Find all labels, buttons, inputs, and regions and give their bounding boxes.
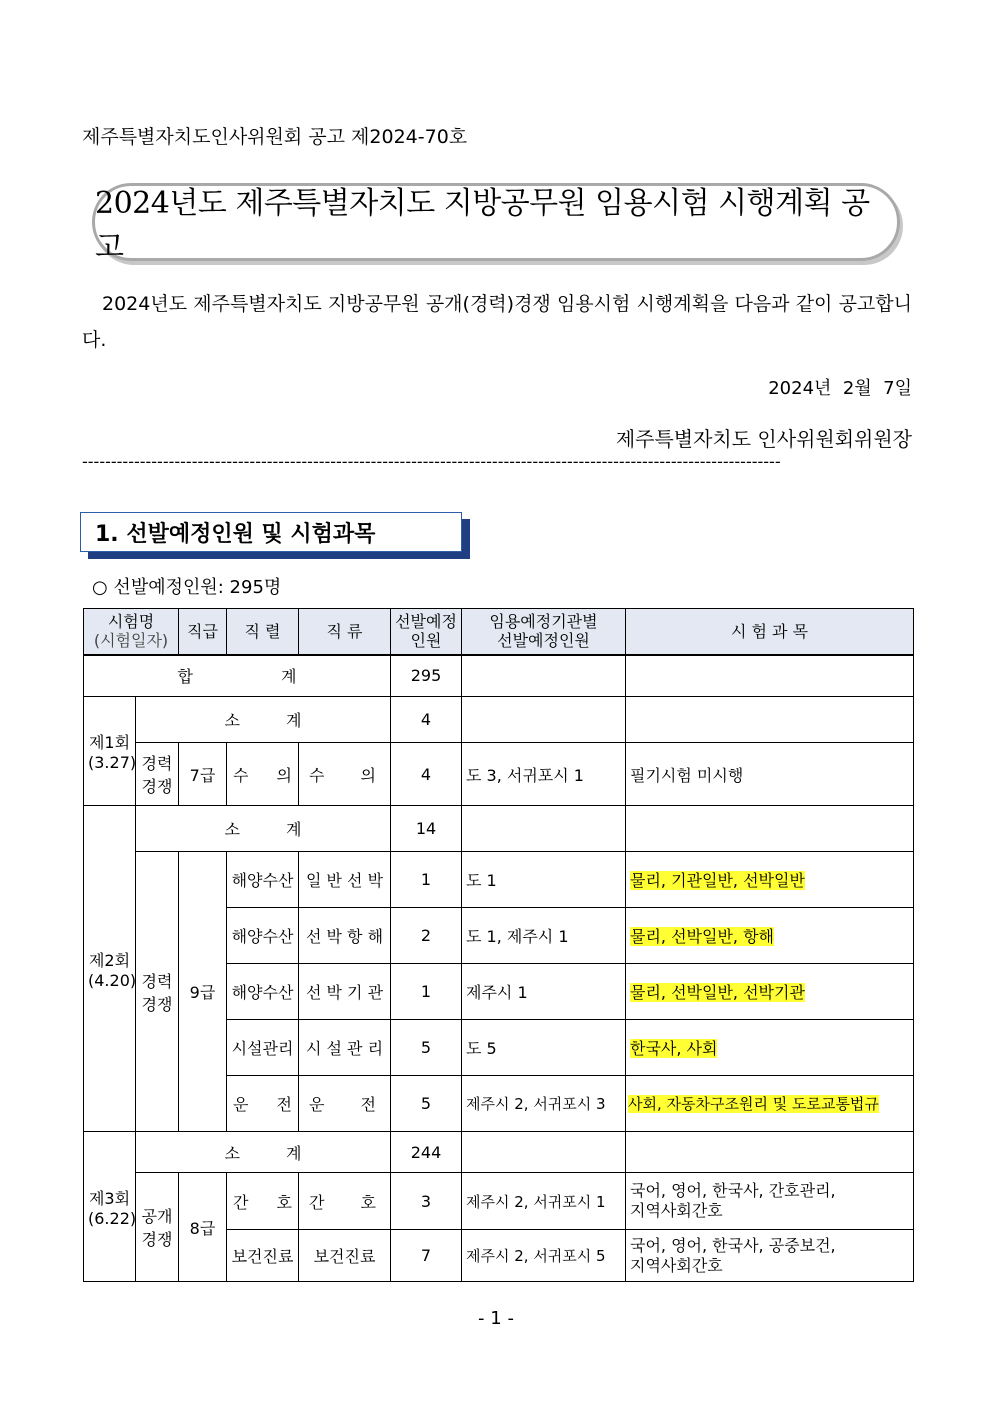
subjects-highlight: 물리, 선박일반, 항해 xyxy=(630,927,774,946)
agency-cell: 도 5 xyxy=(462,1020,626,1076)
agency-cell: 도 1, 제주시 1 xyxy=(462,908,626,964)
round3-subtotal-label xyxy=(136,1132,391,1173)
document-title: 2024년도 제주특별자치도 지방공무원 임용시험 시행계획 공고 xyxy=(95,186,870,265)
header-exam xyxy=(84,609,179,655)
header-exam-name: 시험명 xyxy=(107,612,155,632)
series-cell: 수 의 xyxy=(227,743,299,806)
header-exam-date: (시험일자) xyxy=(93,631,169,651)
header-planned xyxy=(391,609,462,655)
subjects-highlight: 사회, 자동차구조원리 및 도로교통법규 xyxy=(628,1095,879,1113)
planned-count-line: ○ 선발예정인원: 295명 xyxy=(92,577,282,598)
empty-cell xyxy=(626,697,914,743)
series-cell: 간 호 xyxy=(227,1173,299,1230)
intro-paragraph: 2024년도 제주특별자치도 지방공무원 공개(경력)경쟁 임용시험 시행계획을 다음과 같이 공고합니다. xyxy=(82,293,912,351)
round3-grade: 8급 xyxy=(179,1173,227,1282)
agency-cell: 제주시 2, 서귀포시 5 xyxy=(462,1230,626,1282)
round2-date: (4.20) xyxy=(88,970,137,990)
total-subjects xyxy=(626,655,914,697)
header-agency-1: 임용예정기관별 xyxy=(489,612,598,632)
round1-subtotal: 4 xyxy=(391,697,462,743)
round2-grade: 9급 xyxy=(179,852,227,1132)
section-heading-box xyxy=(80,512,462,552)
subjects-cell xyxy=(626,1173,914,1230)
round1-name: 제1회 xyxy=(88,733,131,752)
count-cell: 1 xyxy=(391,852,462,908)
header-agency-2: 선발예정인원 xyxy=(497,631,590,651)
category-cell: 수 의 xyxy=(299,743,391,806)
subtotal-label-2: 계 xyxy=(286,711,302,730)
empty-cell xyxy=(462,697,626,743)
total-label-2: 계 xyxy=(281,667,297,687)
empty-cell xyxy=(626,1132,914,1173)
agency-cell: 제주시 2, 서귀포시 1 xyxy=(462,1173,626,1230)
agency-cell: 제주시 1 xyxy=(462,964,626,1020)
count-cell: 1 xyxy=(391,964,462,1020)
series-cell: 보건진료 xyxy=(227,1230,299,1282)
header-planned-2: 인원 xyxy=(410,631,442,651)
round3-type xyxy=(136,1173,179,1282)
round3-date: (6.22) xyxy=(88,1208,137,1228)
agency-cell: 도 1 xyxy=(462,852,626,908)
subjects-cell xyxy=(626,908,914,964)
round3-subtotal-row xyxy=(84,1132,914,1173)
title-box xyxy=(92,183,900,265)
header-subjects: 시 험 과 목 xyxy=(626,609,914,655)
count-cell: 5 xyxy=(391,1076,462,1132)
round1-date: (3.27) xyxy=(88,753,137,772)
notice-date: 2024년 2월 7일 xyxy=(768,378,912,399)
category-cell: 일 반 선 박 xyxy=(299,852,391,908)
round3-name: 제3회 xyxy=(88,1188,131,1208)
round2-type-1: 경력 xyxy=(141,971,173,991)
total-label-1: 합 xyxy=(177,667,193,687)
subjects-cell: 필기시험 미시행 xyxy=(626,743,914,806)
round2-type-2: 경쟁 xyxy=(141,994,173,1014)
round1-subtotal-row xyxy=(84,697,914,743)
subjects-cell xyxy=(626,852,914,908)
section-heading: 1. 선발예정인원 및 시험과목 xyxy=(95,521,376,547)
category-cell: 간 호 xyxy=(299,1173,391,1230)
subjects-cell xyxy=(626,1230,914,1282)
header-agency xyxy=(462,609,626,655)
total-agency xyxy=(462,655,626,697)
header-grade: 직급 xyxy=(179,609,227,655)
round2-type xyxy=(136,852,179,1132)
count-cell: 2 xyxy=(391,908,462,964)
header-series: 직 렬 xyxy=(227,609,299,655)
table-row xyxy=(84,1173,914,1230)
signer: 제주특별자치도 인사위원회위원장 xyxy=(615,427,912,451)
table-row xyxy=(84,743,914,806)
subjects-highlight: 한국사, 사회 xyxy=(630,1039,718,1058)
round2-subtotal-label xyxy=(136,806,391,852)
round3-type-1: 공개 xyxy=(141,1207,173,1226)
recruitment-table xyxy=(83,608,914,1282)
total-row xyxy=(84,655,914,697)
round1-type xyxy=(136,743,179,806)
notice-number: 제주특별자치도인사위원회 공고 제2024-70호 xyxy=(82,126,468,148)
category-cell: 보건진료 xyxy=(299,1230,391,1282)
series-cell: 해양수산 xyxy=(227,908,299,964)
series-cell: 해양수산 xyxy=(227,852,299,908)
count-cell: 7 xyxy=(391,1230,462,1282)
page-number: - 1 - xyxy=(478,1308,514,1329)
subjects-cell xyxy=(626,1076,914,1132)
header-category: 직 류 xyxy=(299,609,391,655)
subtotal-label-2: 계 xyxy=(286,820,302,839)
round1-subtotal-label xyxy=(136,697,391,743)
agency-cell: 도 3, 서귀포시 1 xyxy=(462,743,626,806)
category-cell: 선 박 기 관 xyxy=(299,964,391,1020)
round3-type-2: 경쟁 xyxy=(141,1230,173,1249)
subjects-cell xyxy=(626,964,914,1020)
subjects-line-1: 국어, 영어, 한국사, 간호관리, xyxy=(630,1181,836,1200)
round1-type-1: 경력 xyxy=(141,754,173,773)
round1-grade: 7급 xyxy=(179,743,227,806)
round3-subtotal: 244 xyxy=(391,1132,462,1173)
subtotal-label-1: 소 xyxy=(224,1143,240,1163)
category-cell: 시 설 관 리 xyxy=(299,1020,391,1076)
separator-line: ------------------------------------------------------------------------------------------------------------------------- xyxy=(82,452,781,471)
empty-cell xyxy=(462,1132,626,1173)
total-label xyxy=(84,655,391,697)
category-cell: 운 전 xyxy=(299,1076,391,1132)
subjects-line-1: 국어, 영어, 한국사, 공중보건, xyxy=(630,1235,836,1255)
round3-name-cell xyxy=(84,1132,136,1282)
subjects-line-2: 지역사회간호 xyxy=(630,1255,723,1275)
total-count: 295 xyxy=(391,655,462,697)
subtotal-label-2: 계 xyxy=(286,1143,302,1163)
series-cell: 운 전 xyxy=(227,1076,299,1132)
series-cell: 시설관리 xyxy=(227,1020,299,1076)
subjects-highlight: 물리, 기관일반, 선박일반 xyxy=(630,871,805,890)
count-cell: 4 xyxy=(391,743,462,806)
subjects-highlight: 물리, 선박일반, 선박기관 xyxy=(630,983,805,1002)
subjects-line-2: 지역사회간호 xyxy=(630,1201,723,1220)
subtotal-label-1: 소 xyxy=(224,711,240,730)
count-cell: 5 xyxy=(391,1020,462,1076)
agency-cell: 제주시 2, 서귀포시 3 xyxy=(462,1076,626,1132)
round2-name: 제2회 xyxy=(88,950,131,970)
round2-name-cell xyxy=(84,806,136,1132)
table-row xyxy=(84,852,914,908)
count-cell: 3 xyxy=(391,1173,462,1230)
table-header-row xyxy=(84,609,914,655)
empty-cell xyxy=(462,806,626,852)
round1-name-cell xyxy=(84,697,136,806)
round2-subtotal-row xyxy=(84,806,914,852)
round1-type-2: 경쟁 xyxy=(141,777,173,796)
subtotal-label-1: 소 xyxy=(224,820,240,839)
category-cell: 선 박 항 해 xyxy=(299,908,391,964)
subjects-cell xyxy=(626,1020,914,1076)
series-cell: 해양수산 xyxy=(227,964,299,1020)
round2-subtotal: 14 xyxy=(391,806,462,852)
header-planned-1: 선발예정 xyxy=(395,612,457,632)
empty-cell xyxy=(626,806,914,852)
